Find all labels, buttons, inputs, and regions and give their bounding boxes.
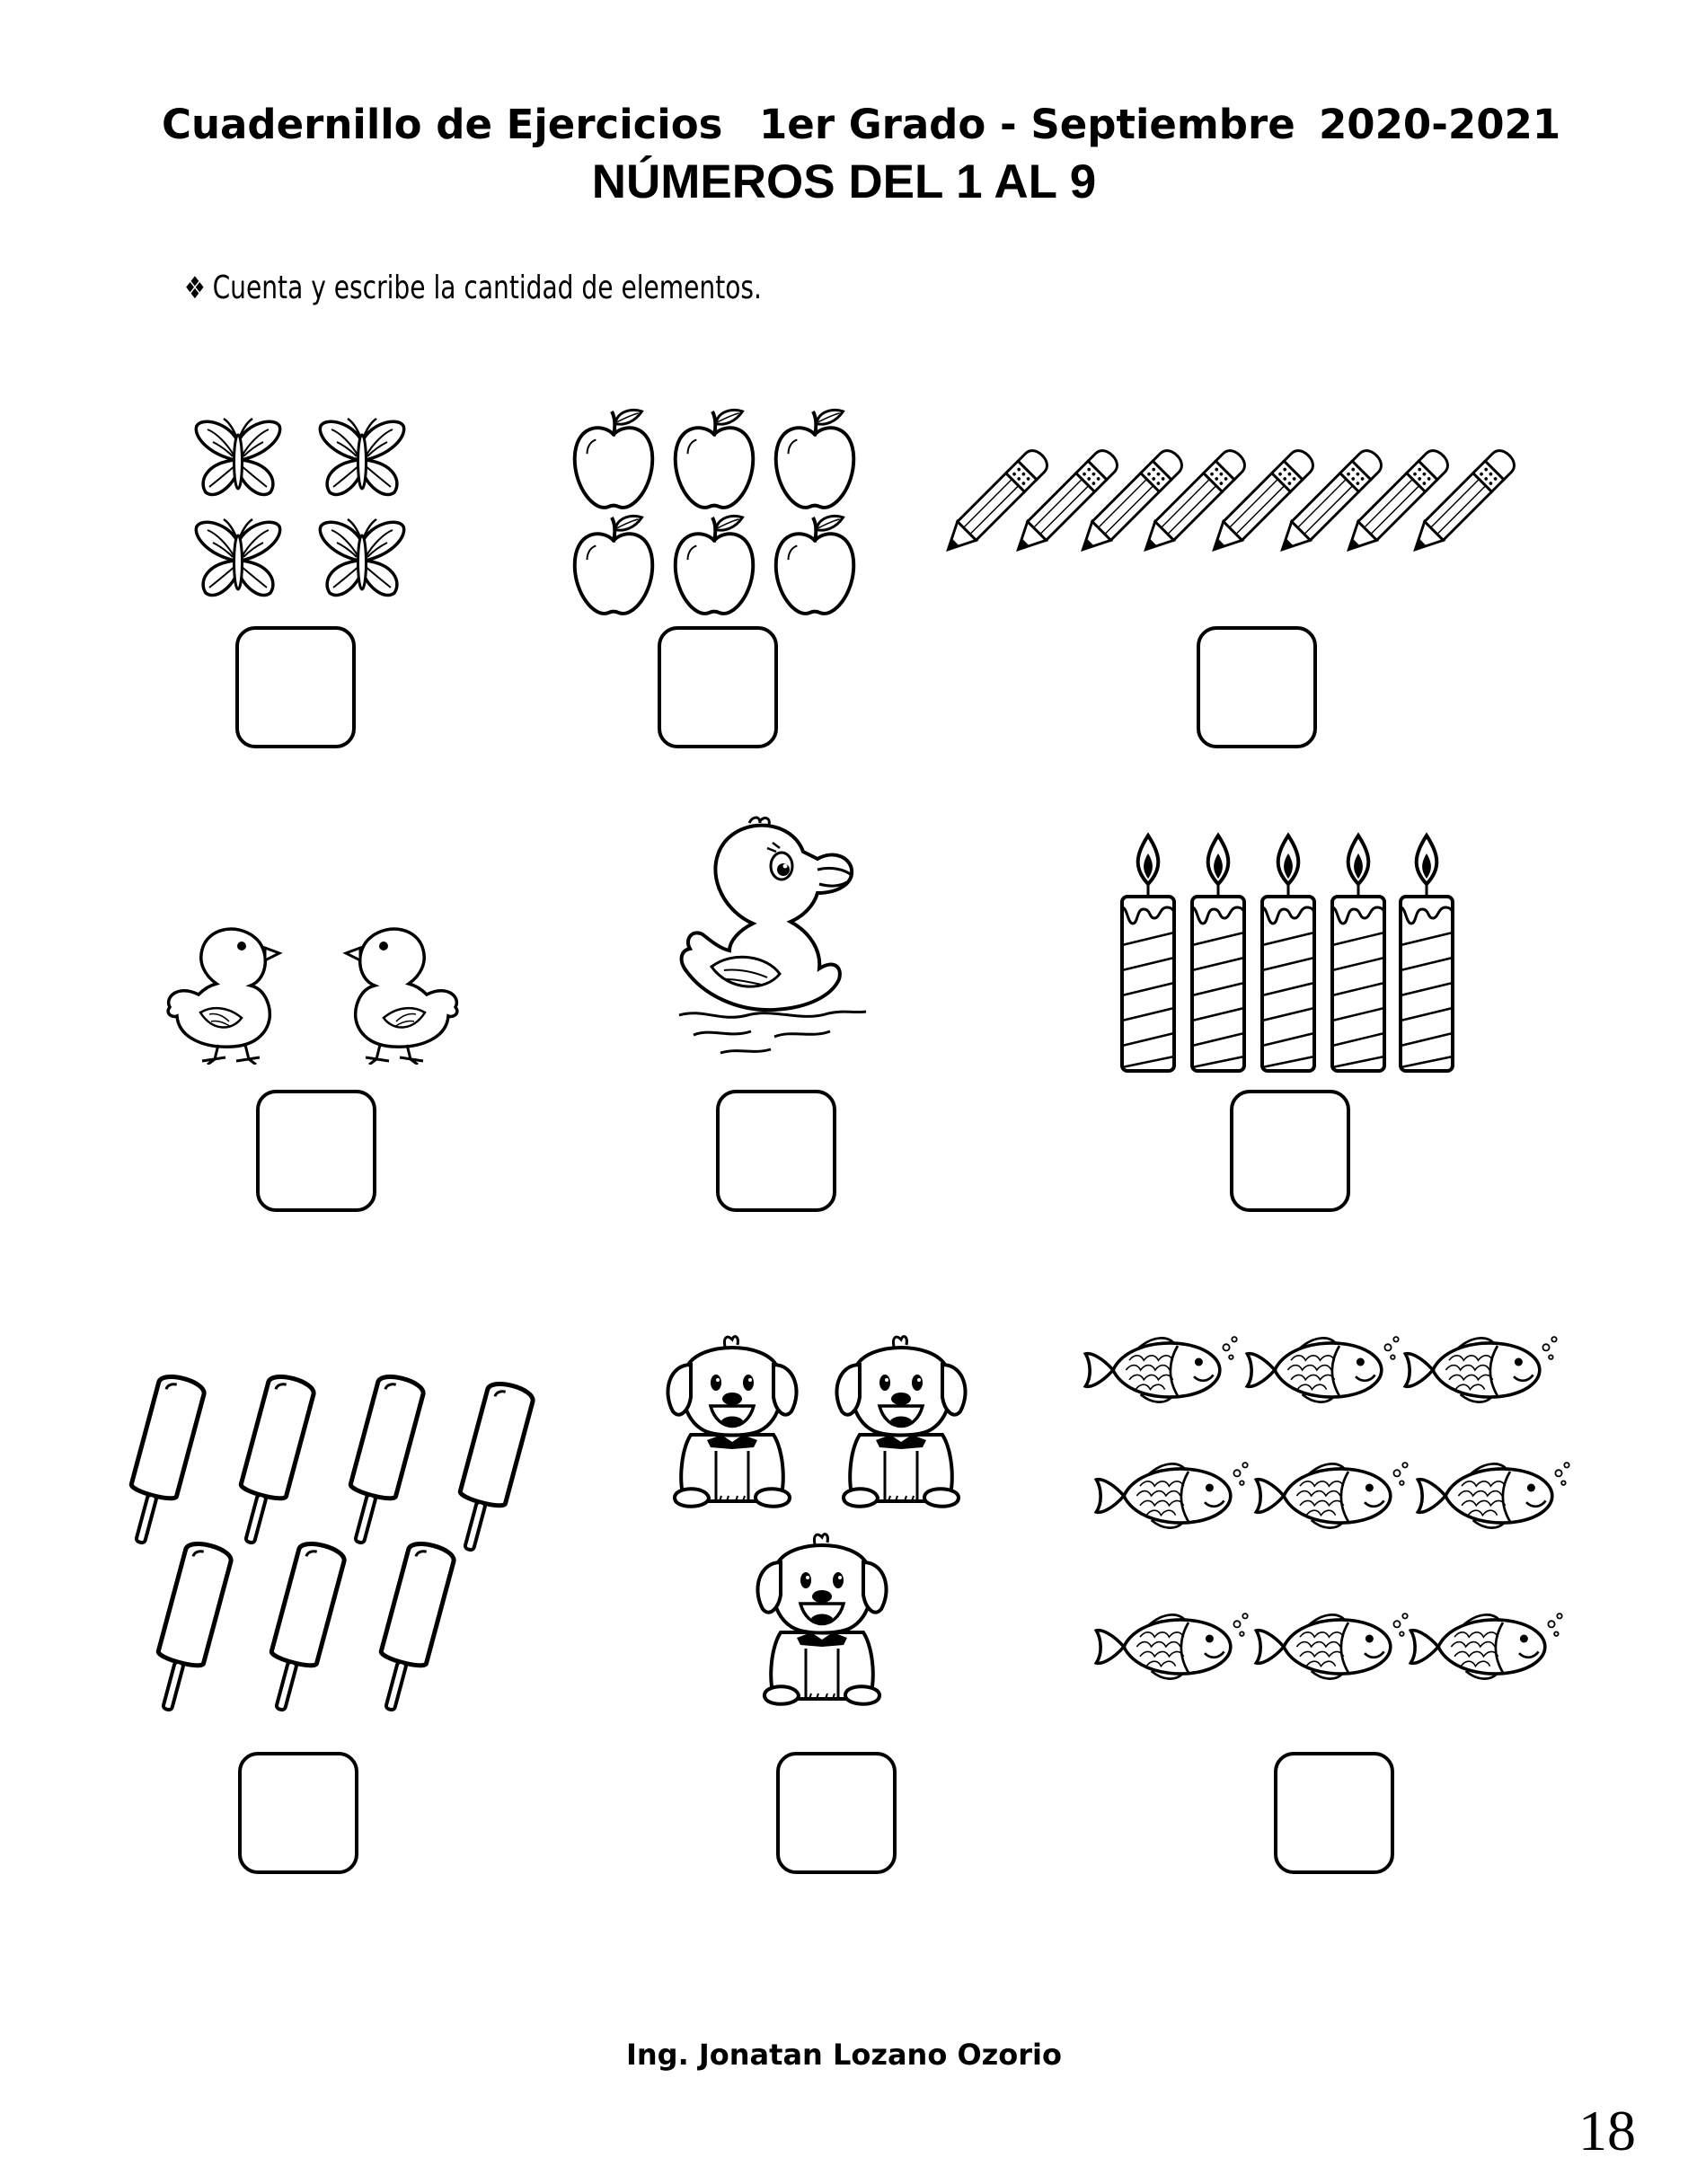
exercise-5-illustration [667,816,882,1076]
answer-box-7[interactable] [238,1752,358,1874]
puppy-icon [667,1337,796,1507]
candle-icon [1262,836,1314,1071]
apple-icon [776,516,854,613]
page-number: 18 [1578,2099,1636,2162]
fish-icon [1410,1614,1561,1679]
butterfly-icon [320,419,403,495]
apple-icon [575,410,653,507]
popsicle-icon [145,1540,234,1716]
butterfly-icon [196,519,279,596]
fish-icon [1405,1337,1556,1402]
author-credit: Ing. Jonatan Lozano Ozorio [625,2038,1062,2072]
popsicle-icon [446,1380,535,1556]
exercise-2-illustration [569,408,865,623]
fish-icon [1418,1463,1569,1528]
answer-box-2[interactable] [658,626,778,748]
fish-icon [1096,1614,1247,1679]
header-school-year: 2020-2021 [1319,101,1561,148]
instruction [184,270,762,306]
exercise-1-illustration [180,415,422,613]
butterfly-icon [196,419,279,495]
chick-icon [168,929,279,1065]
popsicle-icon [337,1373,426,1549]
answer-box-4[interactable] [256,1090,376,1212]
apple-icon [676,516,754,613]
popsicle-icon [367,1540,456,1716]
answer-box-6[interactable] [1230,1090,1350,1212]
instruction-text: Cuenta y escribe la cantidad de elementos. [212,270,762,306]
exercise-4-illustration [164,912,461,1069]
exercise-7-illustration [133,1352,591,1729]
popsicle-icon [227,1373,316,1549]
fish-icon [1256,1614,1407,1679]
apple-icon [676,410,754,507]
apple-icon [776,410,854,507]
apple-icon [575,516,653,613]
answer-box-5[interactable] [716,1090,836,1212]
answer-box-9[interactable] [1274,1752,1394,1874]
page-title: NÚMEROS DEL 1 AL 9 [591,155,1097,208]
header-grade-month: 1er Grado - Septiembre [759,101,1295,148]
popsicle-icon [258,1540,347,1716]
popsicle-icon [118,1373,207,1549]
fish-icon [1256,1463,1407,1528]
exercise-3-illustration [979,417,1590,584]
fish-icon [1247,1337,1398,1402]
diamond-bullet-icon: ❖ [184,270,206,306]
answer-box-8[interactable] [776,1752,897,1874]
answer-box-1[interactable] [235,626,356,748]
duck-icon [679,818,866,1053]
exercise-9-illustration [1081,1330,1584,1725]
candle-icon [1401,836,1453,1071]
exercise-6-illustration [1117,832,1458,1074]
puppy-icon [757,1534,886,1704]
candle-icon [1332,836,1384,1071]
butterfly-icon [320,519,403,596]
header-book-title: Cuadernillo de Ejercicios [162,101,723,148]
fish-icon [1096,1463,1247,1528]
candle-icon [1122,836,1174,1071]
puppy-icon [836,1337,965,1507]
exercise-8-illustration [660,1334,984,1729]
fish-icon [1085,1337,1236,1402]
answer-box-3[interactable] [1197,626,1317,748]
candle-icon [1192,836,1244,1071]
chick-icon [346,929,457,1065]
